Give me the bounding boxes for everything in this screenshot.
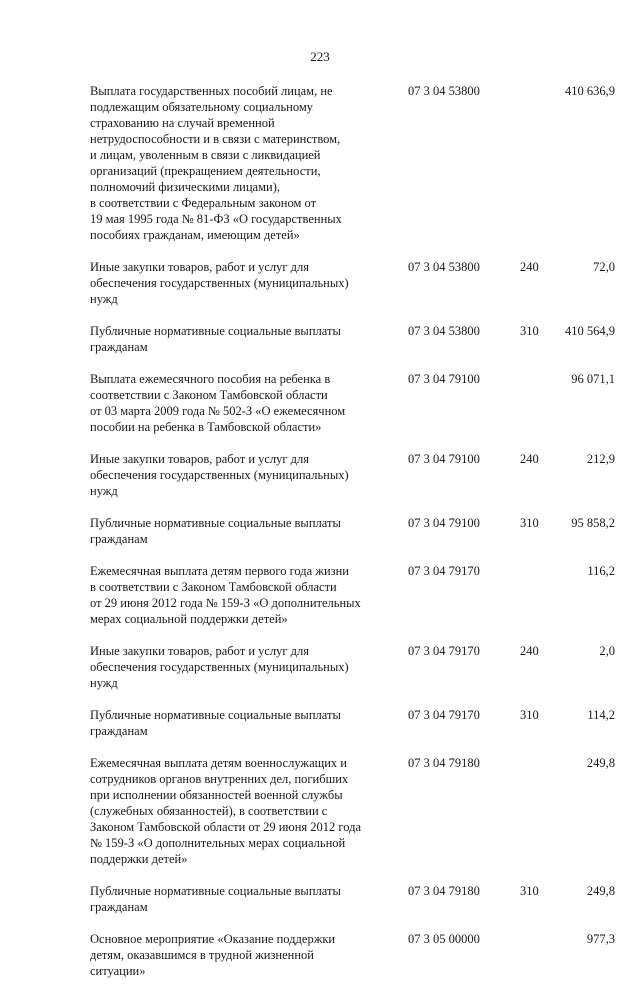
page-number: 223	[310, 49, 330, 64]
description-line: обеспечения государственных (муниципальных)	[90, 468, 349, 482]
description-line: Публичные нормативные социальные выплаты	[90, 324, 341, 338]
budget-code: 07 3 05 00000	[408, 932, 480, 946]
description-line: детям, оказавшимся в трудной жизненной	[90, 948, 314, 962]
amount: 410 564,9	[565, 324, 615, 338]
description-line: обеспечения государственных (муниципальных)	[90, 660, 349, 674]
amount: 96 071,1	[571, 372, 615, 386]
budget-code: 07 3 04 79170	[408, 708, 480, 722]
description-line: в соответствии с Законом Тамбовской области	[90, 580, 337, 594]
description-line: страхованию на случай временной	[90, 116, 275, 130]
row-description	[90, 515, 366, 547]
description-line: сотрудников органов внутренних дел, погибших	[90, 772, 349, 786]
budget-table	[90, 83, 615, 995]
amount: 249,8	[586, 756, 615, 770]
amount: 95 858,2	[571, 516, 615, 530]
description-line: Публичные нормативные социальные выплаты	[90, 516, 341, 530]
amount: 72,0	[593, 260, 615, 274]
budget-code: 07 3 04 79100	[408, 452, 480, 466]
expense-type-code: 310	[520, 324, 539, 338]
amount: 249,8	[586, 884, 615, 898]
table-row	[90, 643, 615, 691]
table-row	[90, 323, 615, 355]
budget-code: 07 3 04 79170	[408, 564, 480, 578]
budget-code: 07 3 04 79100	[408, 516, 480, 530]
description-line: гражданам	[90, 900, 148, 914]
budget-code: 07 3 04 79180	[408, 884, 480, 898]
description-line: гражданам	[90, 340, 148, 354]
expense-type-code: 310	[520, 884, 539, 898]
row-description	[90, 643, 366, 691]
description-line: нетрудоспособности и в связи с материнством,	[90, 132, 341, 146]
table-row	[90, 707, 615, 739]
description-line: Выплата ежемесячного пособия на ребенка в	[90, 372, 331, 386]
description-line: 19 мая 1995 года № 81-ФЗ «О государственных	[90, 212, 342, 226]
table-row	[90, 563, 615, 627]
row-description	[90, 883, 366, 915]
budget-code: 07 3 04 53800	[408, 324, 480, 338]
description-line: в соответствии с Федеральным законом от	[90, 196, 317, 210]
expense-type-code: 240	[520, 452, 539, 466]
description-line: Публичные нормативные социальные выплаты	[90, 708, 341, 722]
budget-code: 07 3 04 79180	[408, 756, 480, 770]
row-description	[90, 755, 366, 867]
description-line: нужд	[90, 676, 118, 690]
description-line: Иные закупки товаров, работ и услуг для	[90, 260, 310, 274]
expense-type-code: 240	[520, 260, 539, 274]
description-line: пособиях гражданам, имеющим детей»	[90, 228, 300, 242]
amount: 977,3	[586, 932, 615, 946]
description-line: от 03 марта 2009 года № 502-З «О ежемесячном	[90, 404, 346, 418]
description-line: ситуации»	[90, 964, 146, 978]
description-line: (служебных обязанностей), в соответствии с	[90, 804, 328, 818]
description-line: № 159-З «О дополнительных мерах социальной	[90, 836, 346, 850]
budget-code: 07 3 04 79170	[408, 644, 480, 658]
amount: 212,9	[586, 452, 615, 466]
description-line: нужд	[90, 292, 118, 306]
budget-code: 07 3 04 53800	[408, 260, 480, 274]
description-line: гражданам	[90, 724, 148, 738]
row-description	[90, 259, 366, 307]
table-row	[90, 883, 615, 915]
description-line: подлежащим обязательному социальному	[90, 100, 314, 114]
amount: 114,2	[587, 708, 615, 722]
budget-code: 07 3 04 79100	[408, 372, 480, 386]
description-line: поддержки детей»	[90, 852, 188, 866]
description-line: Законом Тамбовской области от 29 июня 2012 года	[90, 820, 362, 834]
description-line: и лицам, уволенным в связи с ликвидацией	[90, 148, 321, 162]
description-line: Ежемесячная выплата детям первого года жизни	[90, 564, 349, 578]
row-description	[90, 451, 366, 499]
row-description	[90, 323, 366, 355]
description-line: пособии на ребенка в Тамбовской области»	[90, 420, 322, 434]
description-line: Основное мероприятие «Оказание поддержки	[90, 932, 336, 946]
amount: 2,0	[599, 644, 615, 658]
description-line: мерах социальной поддержки детей»	[90, 612, 288, 626]
table-row	[90, 259, 615, 307]
expense-type-code: 310	[520, 516, 539, 530]
table-row	[90, 755, 615, 867]
amount: 116,2	[587, 564, 615, 578]
description-line: Выплата государственных пособий лицам, не	[90, 84, 333, 98]
amount: 410 636,9	[565, 84, 615, 98]
table-row	[90, 515, 615, 547]
table-row	[90, 451, 615, 499]
expense-type-code: 310	[520, 708, 539, 722]
table-row	[90, 371, 615, 435]
row-description	[90, 931, 366, 979]
row-description	[90, 83, 366, 243]
description-line: организаций (прекращением деятельности,	[90, 164, 321, 178]
description-line: Иные закупки товаров, работ и услуг для	[90, 644, 310, 658]
description-line: полномочий физическими лицами),	[90, 180, 280, 194]
row-description	[90, 563, 366, 627]
description-line: Иные закупки товаров, работ и услуг для	[90, 452, 310, 466]
row-description	[90, 371, 366, 435]
description-line: Публичные нормативные социальные выплаты	[90, 884, 341, 898]
description-line: нужд	[90, 484, 118, 498]
expense-type-code: 240	[520, 644, 539, 658]
table-row	[90, 83, 615, 243]
description-line: гражданам	[90, 532, 148, 546]
description-line: от 29 июня 2012 года № 159-З «О дополнительных	[90, 596, 361, 610]
description-line: соответствии с Законом Тамбовской области	[90, 388, 328, 402]
budget-code: 07 3 04 53800	[408, 84, 480, 98]
description-line: при исполнении обязанностей военной службы	[90, 788, 343, 802]
description-line: обеспечения государственных (муниципальных)	[90, 276, 349, 290]
table-row	[90, 931, 615, 979]
description-line: Ежемесячная выплата детям военнослужащих и	[90, 756, 347, 770]
row-description	[90, 707, 366, 739]
